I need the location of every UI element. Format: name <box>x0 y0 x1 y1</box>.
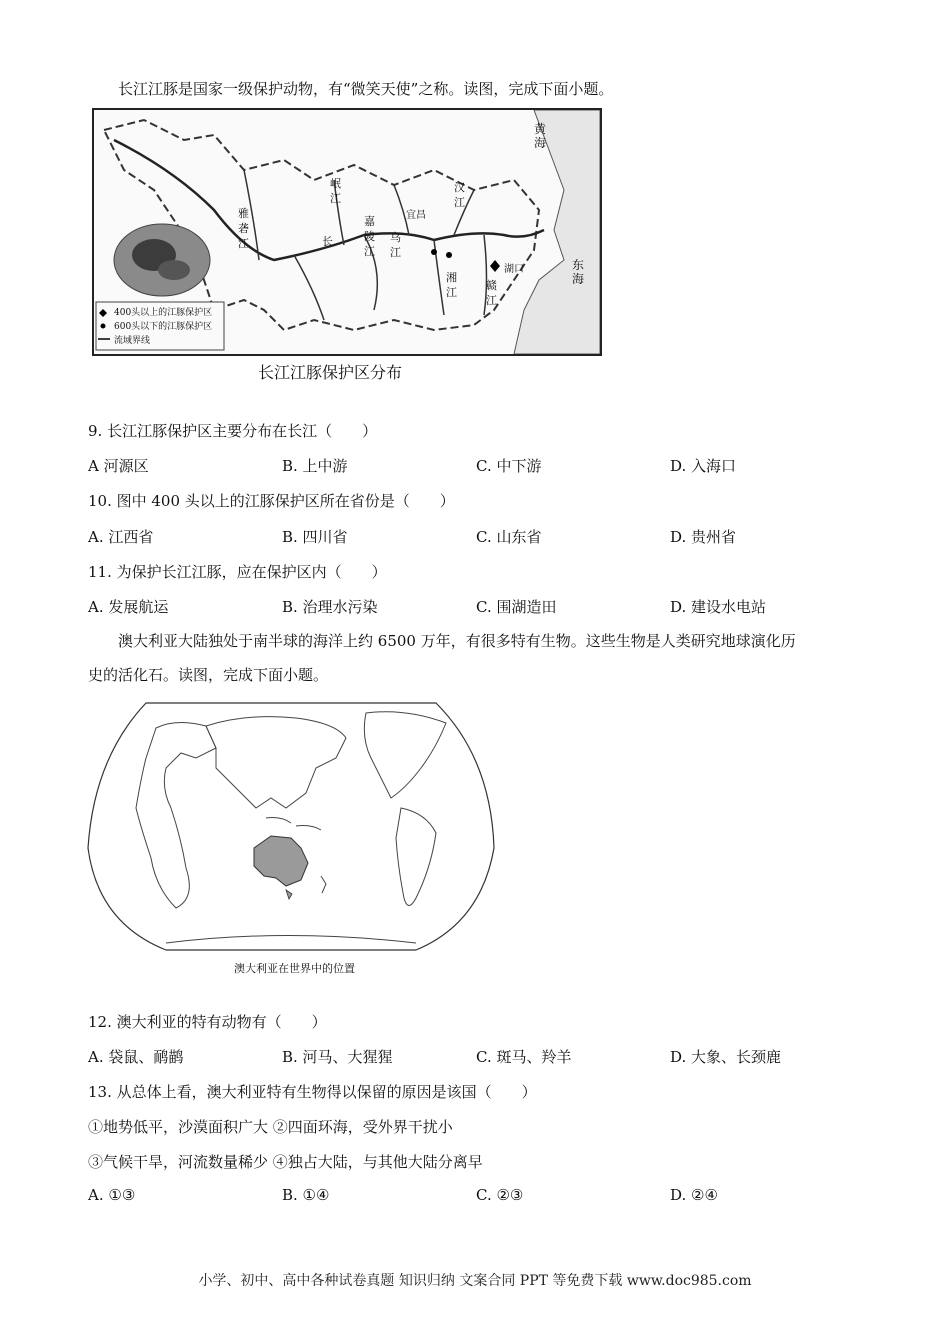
label-yichang: 宜昌 <box>406 210 426 221</box>
label-jialing: 嘉陵江 <box>364 215 375 258</box>
q11-option-b: B. 治理水污染 <box>282 598 378 616</box>
world-map <box>86 698 496 958</box>
label-minjiang: 岷江 <box>330 177 341 205</box>
q9-option-c: C. 中下游 <box>476 457 542 475</box>
q11-option-c: C. 围湖造田 <box>476 598 557 616</box>
q9-option-d: D. 入海口 <box>670 457 737 475</box>
label-gan: 赣江 <box>486 279 497 307</box>
intro-yangtze: 长江江豚是国家一级保护动物，有“微笑天使”之称。读图，完成下面小题。 <box>118 80 614 98</box>
q10-option-c: C. 山东省 <box>476 528 542 546</box>
question-11: 11. 为保护长江江豚，应在保护区内（ ） <box>88 563 387 581</box>
q13-option-b: B. ①④ <box>282 1186 330 1204</box>
label-wu: 乌江 <box>390 231 401 259</box>
q12-option-b: B. 河马、大猩猩 <box>282 1048 393 1066</box>
legend-boundary: 流域界线 <box>114 336 151 346</box>
label-hukou: 湖口 <box>504 264 524 275</box>
q12-option-a: A. 袋鼠、鸸鹋 <box>88 1048 184 1066</box>
q13-option-a: A. ①③ <box>88 1186 136 1204</box>
label-huanghai: 黄海 <box>534 122 547 150</box>
label-chang: 长 <box>322 235 333 248</box>
q12-option-c: C. 斑马、羚羊 <box>476 1048 572 1066</box>
q10-option-b: B. 四川省 <box>282 528 348 546</box>
legend-400: 400头以上的江豚保护区 <box>114 308 213 318</box>
question-13: 13. 从总体上看，澳大利亚特有生物得以保留的原因是该国（ ） <box>88 1083 537 1101</box>
page-footer: 小学、初中、高中各种试卷真题 知识归纳 文案合同 PPT 等免费下载 www.doc985.com <box>198 1273 752 1289</box>
label-xiang: 湘江 <box>446 271 457 299</box>
map2-caption: 澳大利亚在世界中的位置 <box>234 962 355 975</box>
q10-option-d: D. 贵州省 <box>670 528 737 546</box>
q13-statements-2: ③气候干旱，河流数量稀少 ④独占大陆，与其他大陆分离早 <box>88 1153 483 1171</box>
question-12: 12. 澳大利亚的特有动物有（ ） <box>88 1013 327 1031</box>
q11-option-d: D. 建设水电站 <box>670 598 767 616</box>
label-donghai: 东海 <box>572 258 585 286</box>
legend-600: 600头以下的江豚保护区 <box>114 322 213 332</box>
world-map-drawing <box>86 698 496 958</box>
q12-option-d: D. 大象、长颈鹿 <box>670 1048 782 1066</box>
question-10: 10. 图中 400 头以上的江豚保护区所在省份是（ ） <box>88 492 455 510</box>
q13-statements-1: ①地势低平，沙漠面积广大 ②四面环海，受外界干扰小 <box>88 1118 453 1136</box>
q9-option-b: B. 上中游 <box>282 457 348 475</box>
q9-option-a: A 河源区 <box>88 457 149 475</box>
label-yalong: 雅砻江 <box>238 207 249 250</box>
q11-option-a: A. 发展航运 <box>88 598 169 616</box>
intro-australia-line1: 澳大利亚大陆独处于南半球的海洋上约 6500 万年，有很多特有生物。这些生物是人类研究地球演化历 <box>118 632 796 650</box>
q10-option-a: A. 江西省 <box>88 528 154 546</box>
q13-option-d: D. ②④ <box>670 1186 718 1204</box>
yangtze-map <box>92 108 602 356</box>
label-han: 汉江 <box>454 181 465 209</box>
intro-australia-line2: 史的活化石。读图，完成下面小题。 <box>88 666 329 684</box>
q13-option-c: C. ②③ <box>476 1186 524 1204</box>
question-9: 9. 长江江豚保护区主要分布在长江（ ） <box>88 422 378 440</box>
map1-caption: 长江江豚保护区分布 <box>258 363 403 382</box>
